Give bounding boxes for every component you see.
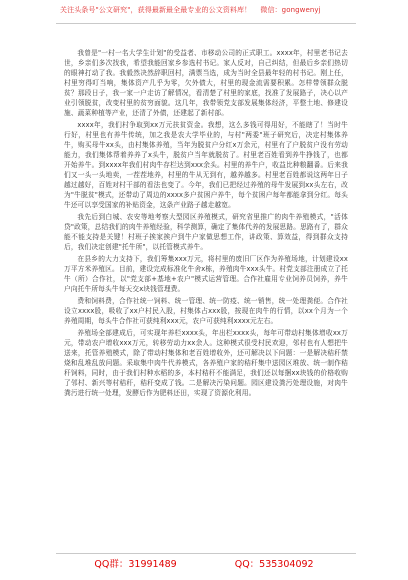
header-rule — [56, 23, 356, 24]
header-banner — [60, 5, 350, 15]
document-body — [64, 48, 348, 546]
paragraph-2: xxxx年，我们村争取到xx万元扶贫资金。我想，这么多钱可得用好，不能瞎了！当时牛行好，村里也有养牛传统，加之我是农大学毕业的，与村"两委"班子研究后，决定村集体养牛，购买母牛xx头，由村集体养殖，当年为脱贫户分红x万余元，村里有了户脱贫户没有劳动能力，我们集体帮着养养了x头牛，脱贫户当年就脱贫了。村里老百姓看到养牛挣钱了，也都开始养牛。到xxxx年我们村肉牛存栏达到xxx余头。村里的养牛户，收益比种粮翻番。后来我们又一头一头地卖，一茬茬地养，村里的牛从无到有，越养越多。村里老百姓都说这两年日子越过越好，百姓对村干部的看法也变了。今年，我们已把经过养殖的母牛发展到xx头左右，改为"牛脱贫"模式，还带动了周边的xxxx多户贫困户养牛，每个贫困户每年都能拿到分红。每头牛还可以享受国家的补贴资金，这条产业路子越走越宽。 — [64, 121, 348, 209]
paragraph-1: 我曾是"一村一名大学生计划"的受益者、市移动公司的正式职工。xxxx年，村里老书记去世，乡亲们多次找我，希望我能回家乡参选村书记。家人反对，自己纠结，但最后乡亲们热切的眼神打动了我。我毅然决然辞职回村，满票当选，成为当时全县最年轻的村书记。刚上任，村里穷得叮当响，集体资产几乎为零，欠外债大，村里的现金流需要积累。怎样带领群众脱贫？那段日子，我一家一户走访了解情况，看清楚了村里的家底，找准了发展路子，决心以产业引领脱贫，改变村里的贫穷面貌。这几年，我带领党支部发展集体经济，平整土地、修建设施、蔬菜种植等产业，还清了外债，还建起了新村部。 — [64, 49, 348, 117]
footer-qq-group: QQ群：31991489 — [94, 559, 177, 570]
banner-wechat-text: 微信：gongwenyj — [260, 6, 321, 14]
paragraph-6: 养殖场全部建成后，可实现年养栏xxxx头，年出栏xxxx头，每年可带动村集体增收xx万元，带动农户增收xxx万元，转移劳动力xx余人。这种模式很受村民欢迎，邻村也有人想把牛送来，托管养殖模式，除了带动村集体和老百姓增收外，还可解决以下问题：一是解决秸秆禁烧和乱堆乱放问题。采取集中肉牛代养模式，各养殖户家的秸秆集中送园区堆放、统一制作秸秆饲料，同时，由于我们村种水稻的多，本村秸秆不能满足，我们还以每捆xx块钱的价格收购了邻村、新兴等村秸秆，秸秆变成了钱。二是解决污染问题。园区建设粪污处理设施，对肉牛粪污进行统一处理，发酵后作为肥料还田，实现了资源化利用。 — [64, 329, 348, 397]
banner-promo-text: 关注头条号"公文研究"，获得最新最全最专业的公文资料库！ — [60, 6, 252, 14]
footer-rule — [56, 553, 356, 554]
paragraph-5: 费和饲料费，合作社统一饲料、统一管理、统一防疫、统一销售，统一处理粪便。合作社设立xxxx股，吸收了xx户村民入股，村集体占xxx股，按现在肉牛的行情，以xx个月为一个养殖周期，每头牛合作社可获纯利xxx元，农户可获纯利xxxx元左右。 — [64, 297, 348, 325]
paragraph-4: 在县乡的大力支持下，我们筹集xxx万元，将村里的废旧厂区作为养殖场地，计划建设xx万平方米养殖区。目前，建设完成标准化牛舍x栋，养殖肉牛xxx头牛。村党支部注册成立了托牛（所）合作社，以"党支部+基地+农户"模式运营管理。合作社雇用专业饲养员饲养，养牛户向托牛所每头牛每天交x块钱管理费。 — [64, 255, 348, 293]
banner-separator — [252, 6, 259, 14]
footer-qq-number: QQ：535304092 — [234, 559, 314, 570]
footer-contact — [0, 559, 408, 571]
paragraph-3: 我先后到白城、农安等地考察大型园区养殖模式，研究省里推广的肉牛养殖模式，"活体贷"政策，总结我们的肉牛养殖经验，科学测算，确定了集体代养的发展思路。思路有了，群众能不能支持是关键！村班子挨家挨户到牛户家做思想工作，讲政策、算效益，得到群众支持后，我们决定创建"托牛所"，以托管模式养牛。 — [64, 213, 348, 251]
